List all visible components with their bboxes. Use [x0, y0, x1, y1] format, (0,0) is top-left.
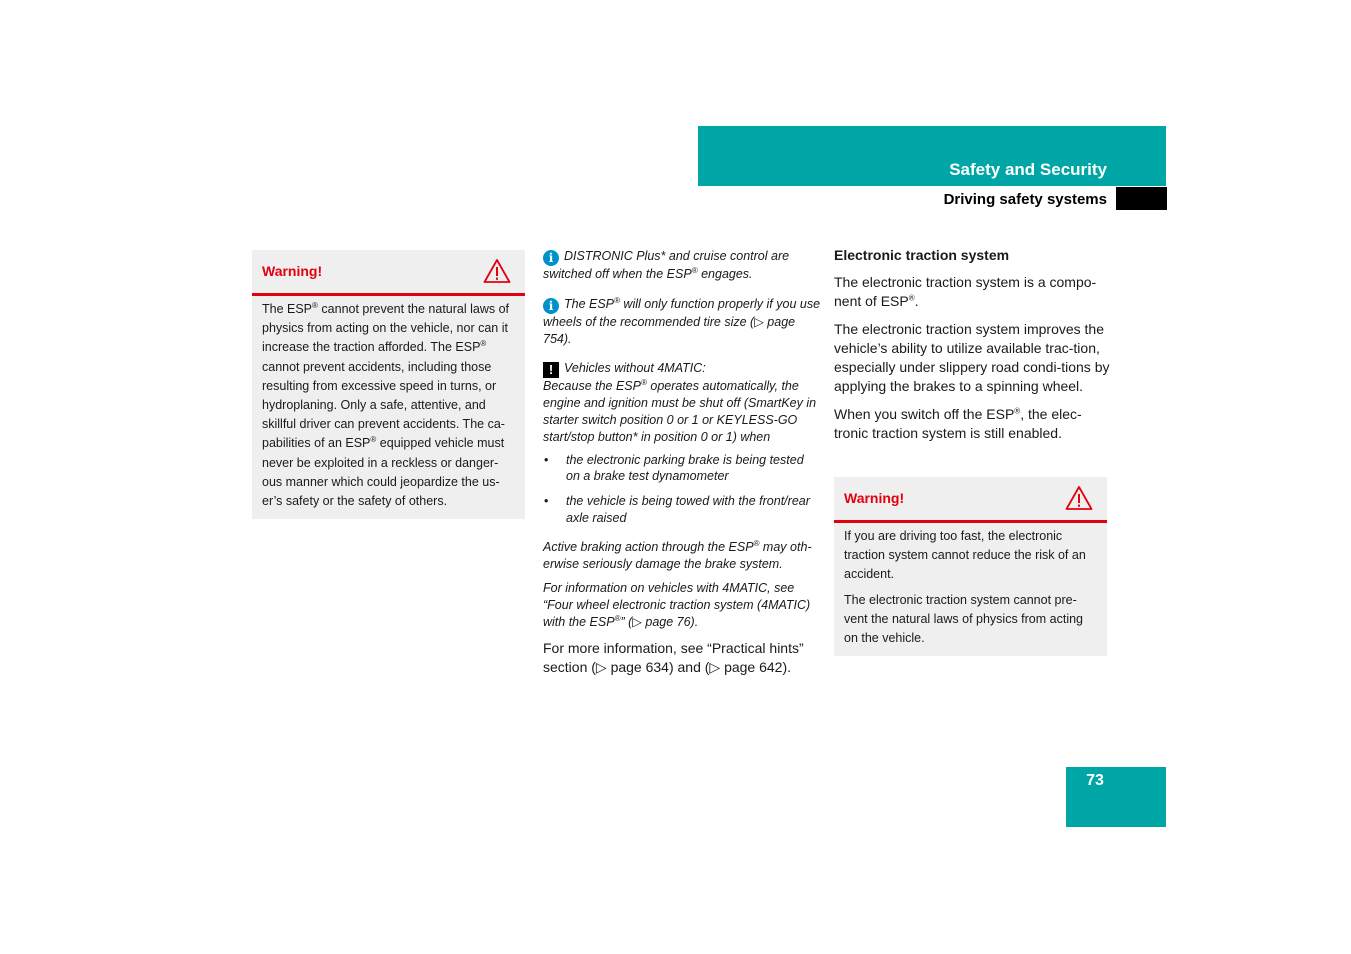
warning-title: Warning! [844, 490, 905, 506]
middle-column [543, 248, 821, 678]
caution-note [543, 360, 821, 445]
list-item: • the electronic parking brake is being tested on a brake test dynamometer [543, 452, 821, 486]
warning-text: The electronic traction system cannot pre-vent the natural laws of physics from acting on the vehicle. [844, 592, 1084, 646]
4matic-info-note: For information on vehicles with 4MATIC, see “Four wheel electronic traction system (4MATIC) with the ESP®” (▷ page 76). [543, 581, 811, 629]
warning-body [252, 296, 525, 519]
warning-box-traction [834, 477, 1107, 656]
paragraph: The electronic traction system is a compo-nent of ESP®. [834, 274, 1097, 310]
section-title: Safety and Security [949, 160, 1107, 179]
caution-title: Vehicles without 4MATIC: [564, 361, 706, 376]
active-braking-note: Active braking action through the ESP® may oth-erwise seriously damage the brake system. [543, 538, 812, 571]
paragraph: When you switch off the ESP®, the elec-tronic traction system is still enabled. [834, 405, 1082, 442]
section-heading: Electronic traction system [834, 247, 1010, 263]
header-tab-marker [1116, 187, 1167, 210]
list-item: • the vehicle is being towed with the front/rear axle raised [543, 493, 821, 527]
warning-header [834, 477, 1107, 523]
page-number: 73 [1086, 772, 1104, 789]
caution-bullet-list [543, 452, 821, 527]
warning-triangle-icon [1065, 485, 1093, 511]
info-note-distronic [543, 248, 821, 283]
info-icon: i [543, 298, 559, 314]
info-text: DISTRONIC Plus* and cruise control are switched off when the ESP® engages. [543, 249, 790, 281]
info-note-tire-size [543, 296, 821, 348]
caution-text: Because the ESP® operates automatically, the engine and ignition must be shut off (SmartKey in starter switch position 0 or 1 or KEYLESS-GO start/stop button* in position 0 or 1) when [543, 378, 817, 444]
warning-triangle-icon [483, 258, 511, 284]
info-text: The ESP® will only function properly if you use wheels of the recommended tire size (▷ page 754). [543, 295, 821, 346]
subsection-title: Driving safety systems [943, 191, 1107, 208]
warning-box-esp [252, 250, 525, 519]
warning-text: If you are driving too fast, the electronic traction system cannot reduce the risk of an accident. [844, 529, 1086, 582]
warning-body [834, 523, 1107, 656]
paragraph: The electronic traction system improves the vehicle’s ability to utilize available trac-tion, especially under slippery road condi-tions by applying the brakes to a spinning wheel. [834, 320, 1110, 395]
warning-title: Warning! [262, 263, 323, 279]
warning-text: The ESP® cannot prevent the natural laws of physics from acting on the vehicle, nor can it increase the traction afforded. The ESP® cannot prevent accidents, including those resulting from excessive speed in turns, or hydroplaning. Only a safe, attentive, and skillful driver can prevent accidents. The ca-pabilities of an ESP® equipped vehicle must never be exploited in a reckless or danger-ous manner which could jeopardize the us-er’s safety or the safety of others. [262, 300, 510, 509]
right-column [834, 245, 1110, 451]
more-info-text: For more information, see “Practical hints” section (▷ page 634) and (▷ page 642). [543, 639, 804, 676]
warning-header [252, 250, 525, 296]
caution-exclamation-icon: ! [543, 362, 559, 378]
info-icon: i [543, 250, 559, 266]
